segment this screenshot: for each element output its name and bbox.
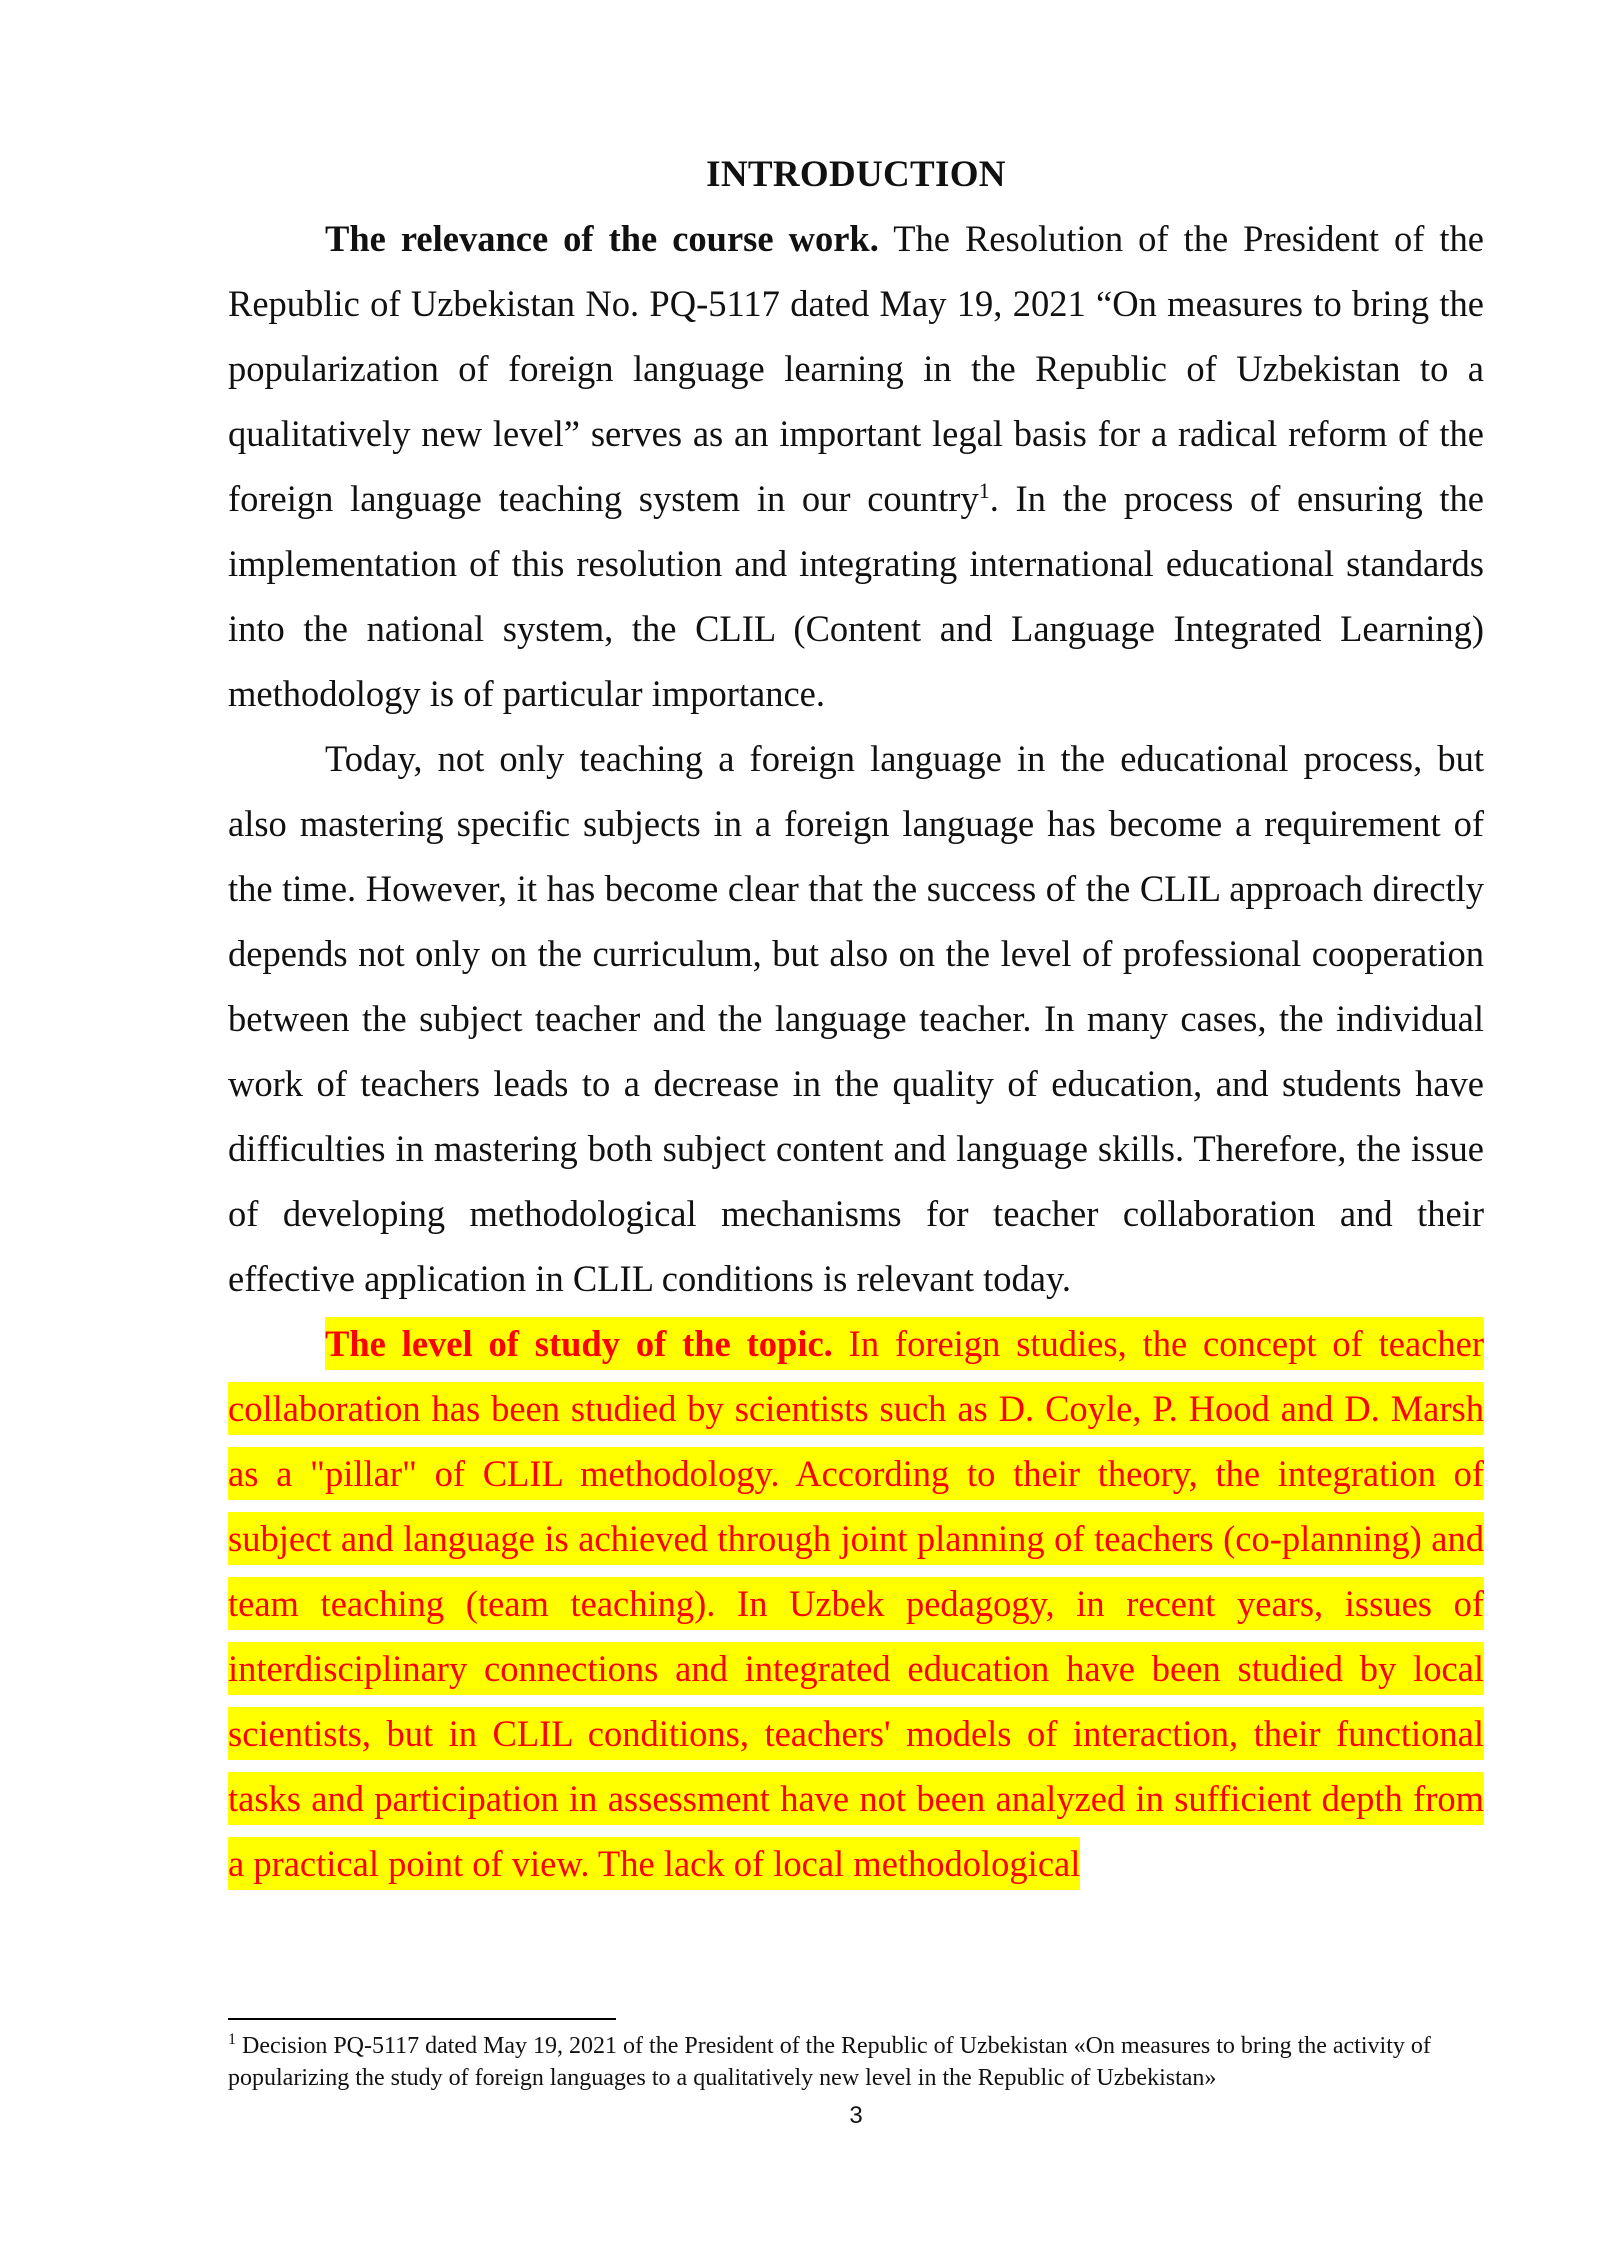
footnote-text: Decision PQ-5117 dated May 19, 2021 of the President of the Republic of Uzbekistan «On measures to bring the activity of popularizing the study of foreign languages to a qualitatively new level in the Republic of Uzbekistan» — [228, 2033, 1431, 2091]
footnote — [228, 2030, 1484, 2094]
section-heading: INTRODUCTION — [706, 154, 1006, 195]
footnote-reference[interactable]: 1 — [978, 477, 990, 503]
level-of-study-paragraph — [228, 1311, 1484, 1896]
today-text: Today, not only teaching a foreign language in the educational process, but also mastering specific subjects in a foreign language has become a requirement of the time. However, it has become clear that the success of the CLIL approach directly depends not only on the curriculum, but also on the level of professional cooperation between the subject teacher and the language teacher. In many cases, the individual work of teachers leads to a decrease in the quality of education, and students have difficulties in mastering both subject content and language skills. Therefore, the issue of developing methodological mechanisms for teacher collaboration and their effective application in CLIL conditions is relevant today. — [228, 738, 1484, 1299]
level-of-study-text: In foreign studies, the concept of teacher collaboration has been studied by scientists such as D. Coyle, P. Hood and D. Marsh as a "pillar" of CLIL methodology. According to their theory, the integration of subject and language is achieved through joint planning of teachers (co-planning) and team teaching (team teaching). In Uzbek pedagogy, in recent years, issues of interdisciplinary connections and integrated education have been studied by local scientists, but in CLIL conditions, teachers' models of interaction, their functional tasks and participation in assessment have not been analyzed in sufficient depth from a practical point of view. The lack of local methodological — [228, 1317, 1484, 1890]
level-of-study-lead: The level of study of the topic. — [325, 1317, 833, 1370]
today-paragraph — [228, 726, 1484, 1311]
relevance-lead: The relevance of the course work. — [325, 218, 879, 259]
relevance-text: The Resolution of the President of the Republic of Uzbekistan No. PQ-5117 dated May 19, 2021 “On measures to bring the popularization of foreign language learning in the Republic of Uzbekistan to a qualitatively new level” serves as an important legal basis for a radical reform of the foreign language teaching system in our country — [228, 218, 1485, 519]
body-text — [228, 206, 1484, 1896]
relevance-paragraph — [228, 206, 1484, 726]
footnote-mark: 1 — [228, 2031, 236, 2048]
footnote-separator — [228, 2018, 616, 2020]
page-number: 3 — [849, 2102, 863, 2129]
relevance-text-continued: . In the process of ensuring the implementation of this resolution and integrating international educational standards into the national system, the CLIL (Content and Language Integrated Learning) methodology is of particular importance. — [228, 478, 1484, 714]
